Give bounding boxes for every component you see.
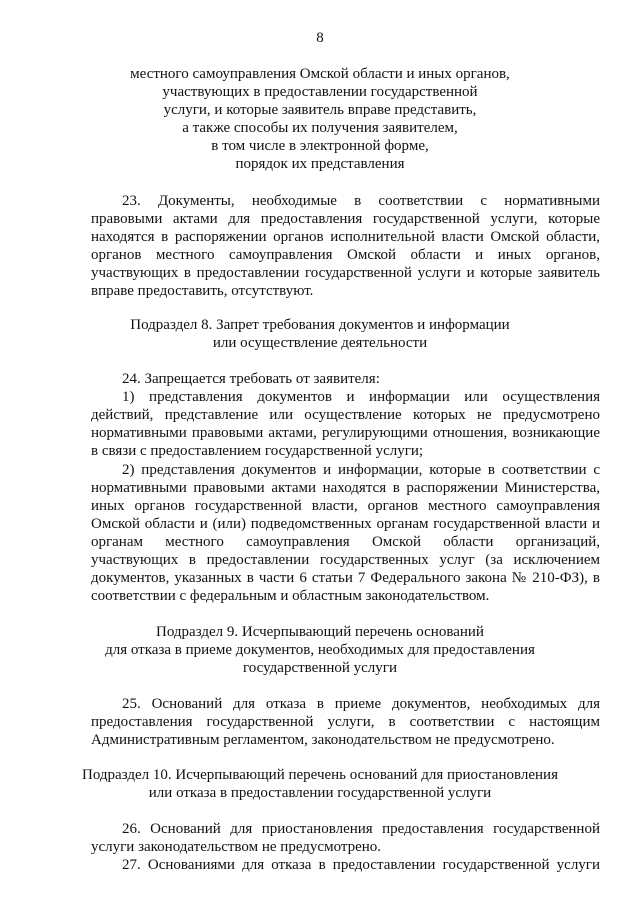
heading-line: Подраздел 9. Исчерпывающий перечень оснований xyxy=(156,624,484,640)
text-line: 1) представления документов и информации или осуществления xyxy=(122,389,600,405)
text-line: 24. Запрещается требовать от заявителя: xyxy=(122,371,380,387)
heading-line: для отказа в приеме документов, необходимых для предоставления xyxy=(105,642,535,658)
text-line: органов местного самоуправления Омской области и иных органов, xyxy=(91,247,600,263)
heading-line: услуги, и которые заявитель вправе представить, xyxy=(163,102,477,118)
text-line: 27. Основаниями для отказа в предоставлении государственной услуги xyxy=(122,857,600,873)
heading-line: Подраздел 8. Запрет требования документов и информации xyxy=(130,317,510,333)
page-number: 8 xyxy=(316,30,324,46)
text-line: Административным регламентом, законодательством не предусмотрено. xyxy=(91,732,555,748)
text-line: органам местного самоуправления Омской области организаций, xyxy=(91,534,600,550)
text-line: в связи с предоставлением государственной услуги; xyxy=(91,443,424,459)
text-line: нормативными правовыми актами, регулирующими отношения, возникающие xyxy=(91,425,600,441)
text-line: 23. Документы, необходимые в соответствии с нормативными xyxy=(122,193,600,209)
text-line: услуги законодательством не предусмотрено. xyxy=(91,839,382,855)
heading-line: государственной услуги xyxy=(243,660,397,676)
text-line: предоставления государственной услуги, в соответствии с настоящим xyxy=(91,714,600,730)
text-line: правовыми актами для предоставления государственной услуги, которые xyxy=(91,211,600,227)
text-line: Омской области и (или) подведомственных органам государственной власти и xyxy=(91,516,600,532)
heading-line: в том числе в электронной форме, xyxy=(211,138,429,154)
heading-line: а также способы их получения заявителем, xyxy=(182,120,458,136)
heading-line: порядок их представления xyxy=(235,156,405,172)
text-line: вправе предоставить, отсутствуют. xyxy=(91,283,314,299)
text-line: участвующих в предоставлении государственных услуг (за исключением xyxy=(91,552,600,568)
text-line: 26. Оснований для приостановления предоставления государственной xyxy=(122,821,600,837)
text-line: иных органов государственной власти, органов местного самоуправления xyxy=(91,498,600,514)
text-line: 2) представления документов и информации, которые в соответствии с xyxy=(122,462,600,478)
heading-line: или отказа в предоставлении государственной услуги xyxy=(148,785,492,801)
text-line: соответствии с федеральным и областным законодательством. xyxy=(91,588,490,604)
text-line: 25. Оснований для отказа в приеме документов, необходимых для xyxy=(122,696,600,712)
heading-line: Подраздел 10. Исчерпывающий перечень оснований для приостановления xyxy=(82,767,558,783)
text-line: участвующих в предоставлении государственной услуги и которые заявитель xyxy=(91,265,600,281)
heading-line: местного самоуправления Омской области и иных органов, xyxy=(130,66,510,82)
heading-line: или осуществление деятельности xyxy=(212,335,428,351)
text-line: нормативными правовыми актами находятся в распоряжении Министерства, xyxy=(91,480,600,496)
text-line: действий, представление или осуществление которых не предусмотрено xyxy=(91,407,600,423)
text-line: документов, указанных в части 6 статьи 7 Федерального закона № 210-ФЗ), в xyxy=(91,570,600,586)
text-line: находятся в распоряжении органов исполнительной власти Омской области, xyxy=(91,229,600,245)
heading-line: участвующих в предоставлении государственной xyxy=(162,84,478,100)
